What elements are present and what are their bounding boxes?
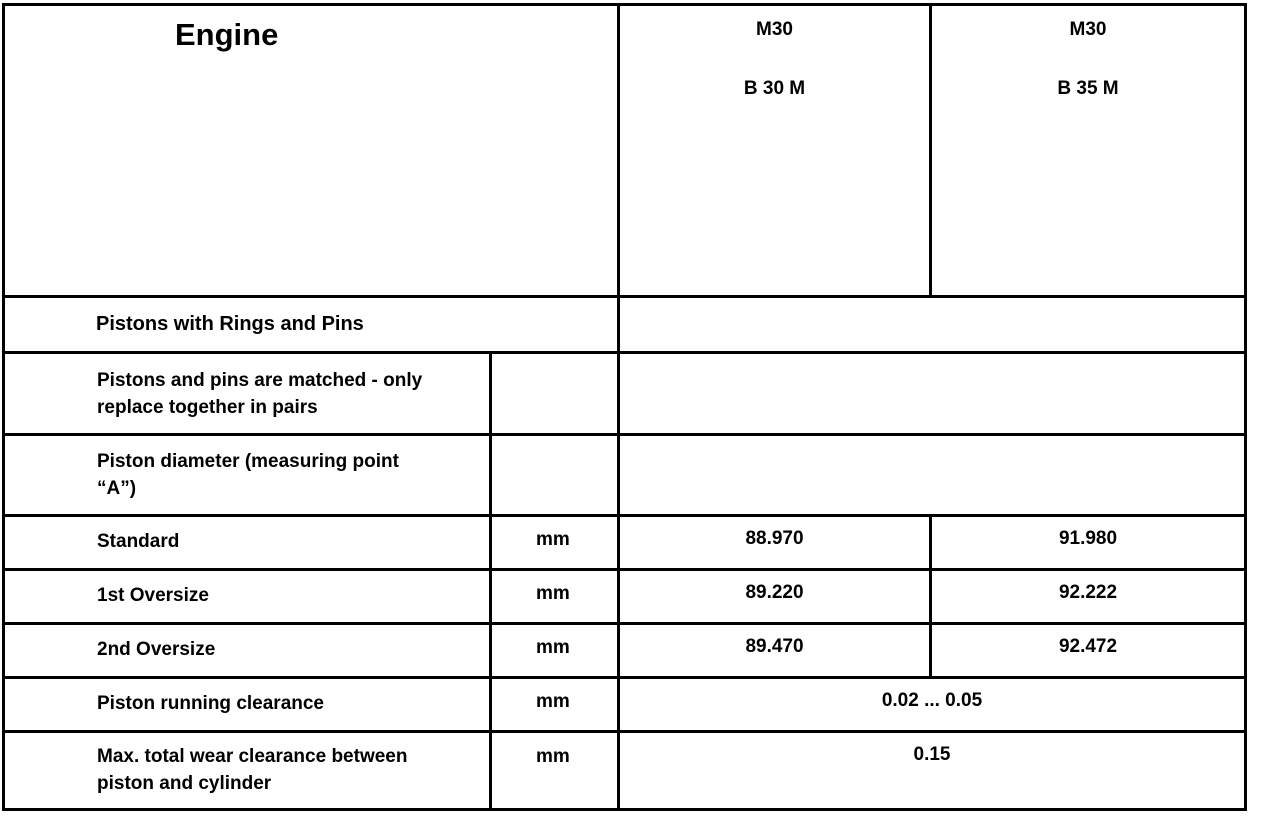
rule bbox=[2, 3, 5, 811]
wear-label-line1: Max. total wear clearance between bbox=[97, 746, 408, 767]
rule bbox=[929, 3, 932, 298]
col1-engine-family: M30 bbox=[756, 19, 793, 40]
rule bbox=[3, 568, 1247, 571]
standard-unit: mm bbox=[536, 529, 570, 550]
col1-engine-model: B 30 M bbox=[743, 78, 806, 99]
wear-value: 0.15 bbox=[913, 744, 951, 765]
wear-label-line2: piston and cylinder bbox=[97, 773, 272, 794]
oversize2-label: 2nd Oversize bbox=[97, 639, 216, 660]
matched-note-line1: Pistons and pins are matched - only bbox=[97, 370, 423, 391]
wear-unit: mm bbox=[536, 746, 570, 767]
clearance-label: Piston running clearance bbox=[97, 693, 324, 714]
standard-value-b30: 88.970 bbox=[745, 528, 804, 549]
rule bbox=[3, 514, 1247, 517]
rule bbox=[3, 808, 1247, 811]
rule bbox=[489, 351, 492, 811]
rule bbox=[3, 433, 1247, 436]
rule bbox=[3, 3, 1247, 6]
rule bbox=[3, 622, 1247, 625]
diameter-label-line2: “A”) bbox=[97, 478, 137, 499]
oversize2-unit: mm bbox=[536, 637, 570, 658]
oversize1-value-b30: 89.220 bbox=[745, 582, 804, 603]
col2-engine-family: M30 bbox=[1069, 19, 1107, 40]
diameter-label-line1: Piston diameter (measuring point bbox=[97, 451, 399, 472]
clearance-value: 0.02 ... 0.05 bbox=[881, 690, 983, 711]
oversize1-unit: mm bbox=[536, 583, 570, 604]
rule bbox=[3, 295, 1247, 298]
col2-engine-model: B 35 M bbox=[1057, 78, 1119, 99]
engine-label: Engine bbox=[175, 17, 279, 52]
rule bbox=[3, 351, 1247, 354]
matched-note-line2: replace together in pairs bbox=[97, 397, 318, 418]
standard-label: Standard bbox=[97, 531, 180, 552]
rule bbox=[3, 676, 1247, 679]
rule bbox=[1244, 3, 1247, 811]
oversize1-value-b35: 92.222 bbox=[1058, 582, 1118, 603]
clearance-unit: mm bbox=[536, 691, 570, 712]
oversize2-value-b35: 92.472 bbox=[1058, 636, 1118, 657]
section-title: Pistons with Rings and Pins bbox=[96, 313, 364, 335]
rule bbox=[3, 730, 1247, 733]
oversize2-value-b30: 89.470 bbox=[745, 636, 804, 657]
standard-value-b35: 91.980 bbox=[1058, 528, 1118, 549]
oversize1-label: 1st Oversize bbox=[97, 585, 209, 606]
